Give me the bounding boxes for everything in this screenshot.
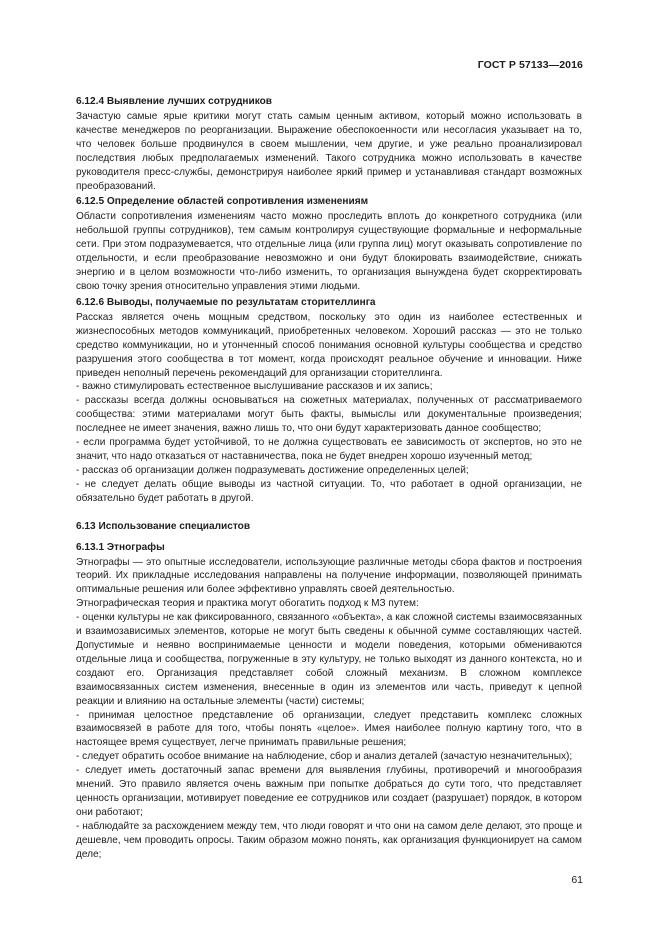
- section-heading: 6.12.5 Определение областей сопротивления изменениям: [76, 196, 369, 208]
- page-number: 61: [571, 874, 583, 886]
- paragraph: Этнографическая теория и практика могут обогатить подход к МЗ путем:: [76, 598, 419, 610]
- page-content: [76, 95, 582, 862]
- section-6-12-4: [76, 95, 582, 193]
- list-item: - принимая целостное представление об организации, следует представить комплекс сложных взаимосвязей в работе для того, чтобы понять «целое». Имея наиболее полную картину того, что в настоящее время существует, легче принимать правильные решения;: [76, 709, 582, 749]
- paragraph: Этнографы — это опытные исследователи, использующие различные методы сбора фактов и построения теорий. Их прикладные исследования направлены на получение информации, позволяющей принимать оптимальные решения или более эффективно управлять своей деятельностью.: [76, 556, 582, 596]
- section-6-12-6: [76, 296, 582, 506]
- list-item: - следует иметь достаточный запас времени для выявления глубины, противоречий и многообразия мнений. Это правило является очень важным при попытке добраться до сути того, что представляет ценность организации, мотивирует поведение ее сотрудников или создает (разрушает) порядок, в котором они работают;: [76, 765, 582, 818]
- section-heading: 6.12.4 Выявление лучших сотрудников: [76, 96, 273, 107]
- list-item: - рассказы всегда должны основываться на сюжетных материалах, полученных от рассматриваемого сообщества: этими материалами могут быть факты, вымыслы или документальные произведения; последнее не имеет значения, важно лишь то, что они будут характеризовать данное сообщество;: [76, 395, 582, 435]
- list-item: - важно стимулировать естественное выслушивание рассказов и их запись;: [76, 381, 433, 393]
- list-item: - наблюдайте за расхождением между тем, что люди говорят и что они на самом деле делают, это проще и дешевле, чем проводить опросы. Таким образом можно понять, как организация функционирует на самом деле;: [76, 820, 582, 860]
- section-heading: 6.13 Использование специалистов: [76, 520, 251, 532]
- list-item: - следует обратить особое внимание на наблюдение, сбор и анализ деталей (зачастую незначительных);: [76, 751, 573, 763]
- document-code: ГОСТ Р 57133—2016: [477, 59, 583, 71]
- list-item: - оценки культуры не как фиксированного, связанного «объекта», а как сложной системы взаимосвязанных и взаимозависимых элементов, которые не могут быть сведены к обычной сумме составляющих частей. Допустимые и неявно воспринимаемые ценности и модели поведения, которыми обмениваются отдельные лица и сообщества, погруженные в эту культуру, не только выходят из данного контекста, но и создают его. Организация представляет собой сложный механизм. В сложном комплексе взаимосвязанных систем изменения, внесенные в один из элементов или часть, приведут к цепной реакции и влиянию на остальные элементы (части) системы;: [76, 612, 582, 707]
- list-item: - не следует делать общие выводы из частной ситуации. То, что работает в одной организации, не обязательно будет работать в другой.: [76, 478, 582, 504]
- section-6-12-5: [76, 195, 582, 293]
- paragraph: Области сопротивления изменениям часто можно проследить вплоть до конкретного сотрудника (или небольшой группы сотрудников), тем самым контролируя существующие формальные и неформальные сети. При этом подразумевается, что отдельные лица (или группа лиц) могут оказывать сопротивление по отдельности, и если преобразование невозможно и они будут блокировать взаимодействие, снижать энергию и в целом возможности что-либо изменить, то организация вынуждена будет скорректировать свою точку зрения относительно управления этими людьми.: [76, 211, 582, 292]
- section-heading: 6.12.6 Выводы, получаемые по результатам сторителлинга: [76, 296, 376, 308]
- subsection-heading: 6.13.1 Этнографы: [76, 541, 165, 553]
- list-item: - если программа будет устойчивой, то не должна существовать ее зависимость от экспертов, но это не значит, что надо отказаться от наставничества, пока не будет внедрен хорошо изученный метод;: [76, 437, 582, 462]
- paragraph: Рассказ является очень мощным средством, поскольку это один из наиболее естественных и жизнеспособных методов коммуникаций, приобретенных человеком. Хороший рассказ — это не только средство коммуникации, но и утонченный способ понимания основной культуры сообщества и средство разрушения этого сообщества в тот момент, когда происходят реальное обучение и инновации. Ниже приведен неполный перечень рекомендаций для организации сторителлинга.: [76, 311, 582, 379]
- section-6-13: [76, 520, 582, 862]
- paragraph: Зачастую самые ярые критики могут стать самым ценным активом, который можно использовать в качестве менеджеров по реорганизации. Выражение обеспокоенности или несогласия указывает на то, что человек больше продвинулся в своем мышлении, чем другие, и уже реально проанализировал последствия любых предполагаемых изменений. Такого сотрудника можно использовать в качестве руководителя пресс-службы, демонстрируя наиболее яркий пример и устанавливая стандарт возможных преобразований.: [76, 111, 582, 192]
- list-item: - рассказ об организации должен подразумевать достижение определенных целей;: [76, 464, 469, 476]
